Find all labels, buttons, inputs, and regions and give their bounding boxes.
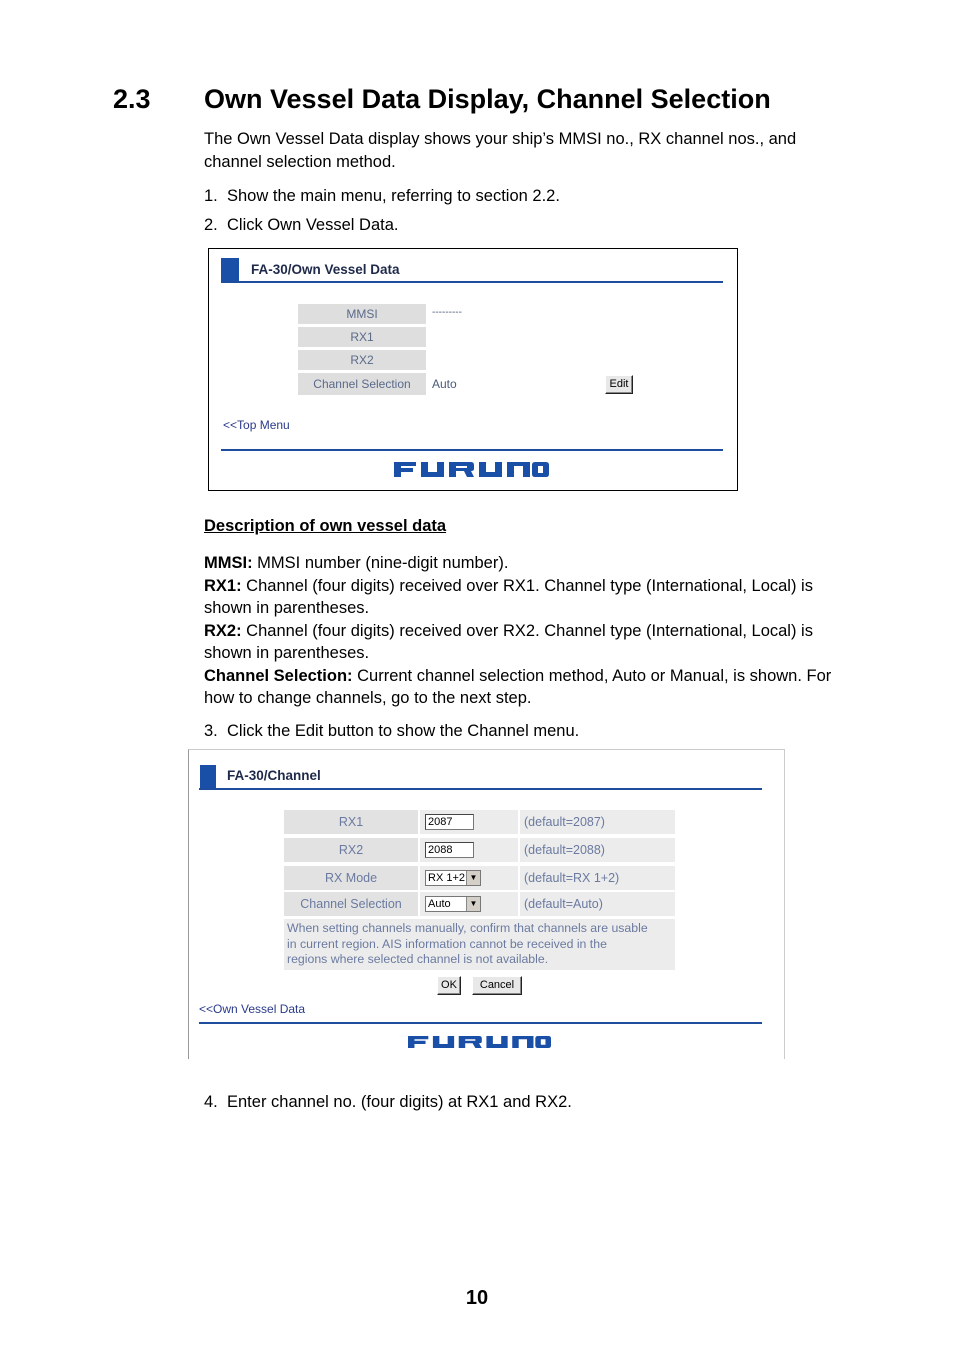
footer-rule: [199, 1022, 762, 1024]
header-rule: [221, 281, 723, 283]
channel-selection-select[interactable]: [425, 896, 481, 912]
screen-title: FA-30/Channel: [227, 768, 321, 783]
page-number: 10: [465, 1287, 489, 1309]
intro-line: channel selection method.: [204, 152, 396, 171]
description-item-rx1: RX1: Channel (four digits) received over RX1. Channel type (International, Local) is: [204, 576, 813, 595]
description-item-rx2: RX2: Channel (four digits) received over RX2. Channel type (International, Local) is: [204, 621, 813, 640]
rx1-label: RX1: [284, 810, 418, 834]
rx-mode-selected-value: RX 1+2: [428, 872, 465, 884]
intro-line: The Own Vessel Data display shows your ship’s MMSI no., RX channel nos., and: [204, 130, 797, 148]
description-item-channel-selection: Channel Selection: Current channel selection method, Auto or Manual, is shown. For: [204, 666, 832, 685]
rx2-label: RX2: [284, 838, 418, 862]
header-accent: [221, 258, 239, 282]
channel-warning-note: [284, 919, 675, 970]
channel-selection-value: Auto: [432, 377, 457, 391]
chevron-down-icon[interactable]: ▼: [466, 871, 480, 885]
furuno-logo: [394, 462, 549, 477]
description-heading: Description of own vessel data: [204, 517, 447, 535]
rx2-label: RX2: [298, 350, 426, 370]
section-title: Own Vessel Data Display, Channel Selection: [204, 84, 771, 114]
description-line: shown in parentheses.: [204, 644, 370, 662]
channel-selection-default: (default=Auto): [520, 892, 675, 916]
ok-button[interactable]: OK: [437, 976, 461, 995]
description-item-mmsi: MMSI: MMSI number (nine-digit number).: [204, 554, 509, 572]
edit-button[interactable]: Edit: [605, 375, 633, 394]
description-line: shown in parentheses.: [204, 599, 370, 617]
own-vessel-data-link[interactable]: <<Own Vessel Data: [199, 1002, 306, 1016]
note-line: in current region. AIS information cannot be received in the: [287, 936, 607, 951]
note-line: regions where selected channel is not available.: [287, 952, 549, 966]
description-list: [204, 552, 884, 710]
screen-title: FA-30/Own Vessel Data: [251, 262, 400, 277]
channel-selection-selected-value: Auto: [428, 898, 451, 910]
rx2-default: (default=2088): [520, 838, 675, 862]
step-1: 1. Show the main menu, referring to section 2.2.: [204, 187, 560, 205]
rx1-label: RX1: [298, 327, 426, 347]
mmsi-label: MMSI: [298, 304, 426, 324]
footer-rule: [221, 449, 723, 451]
step-3: 3. Click the Edit button to show the Channel menu.: [204, 722, 580, 740]
section-number: 2.3: [113, 84, 151, 114]
step-2: 2. Click Own Vessel Data.: [204, 216, 399, 234]
channel-selection-label: Channel Selection: [284, 892, 418, 916]
own-vessel-data-screen: [208, 248, 738, 491]
header-rule: [199, 788, 762, 790]
cancel-button[interactable]: Cancel: [472, 976, 522, 995]
furuno-logo: [408, 1036, 551, 1048]
chevron-down-icon[interactable]: ▼: [466, 897, 480, 911]
note-line: When setting channels manually, confirm that channels are usable: [287, 921, 648, 935]
rx1-input[interactable]: 2087: [425, 814, 474, 830]
top-menu-link[interactable]: <<Top Menu: [223, 418, 290, 432]
rx2-input[interactable]: 2088: [425, 842, 474, 858]
rx-mode-label: RX Mode: [284, 866, 418, 890]
channel-selection-label: Channel Selection: [298, 373, 426, 395]
channel-screen: [188, 749, 785, 1059]
step-4: 4. Enter channel no. (four digits) at RX1 and RX2.: [204, 1093, 572, 1111]
rx-mode-select[interactable]: [425, 870, 481, 886]
rx-mode-default: (default=RX 1+2): [520, 866, 675, 890]
rx1-default: (default=2087): [520, 810, 675, 834]
intro-paragraph: [204, 128, 796, 173]
header-accent: [200, 765, 216, 789]
mmsi-value: ---------: [432, 307, 462, 318]
description-line: how to change channels, go to the next step.: [204, 689, 532, 707]
